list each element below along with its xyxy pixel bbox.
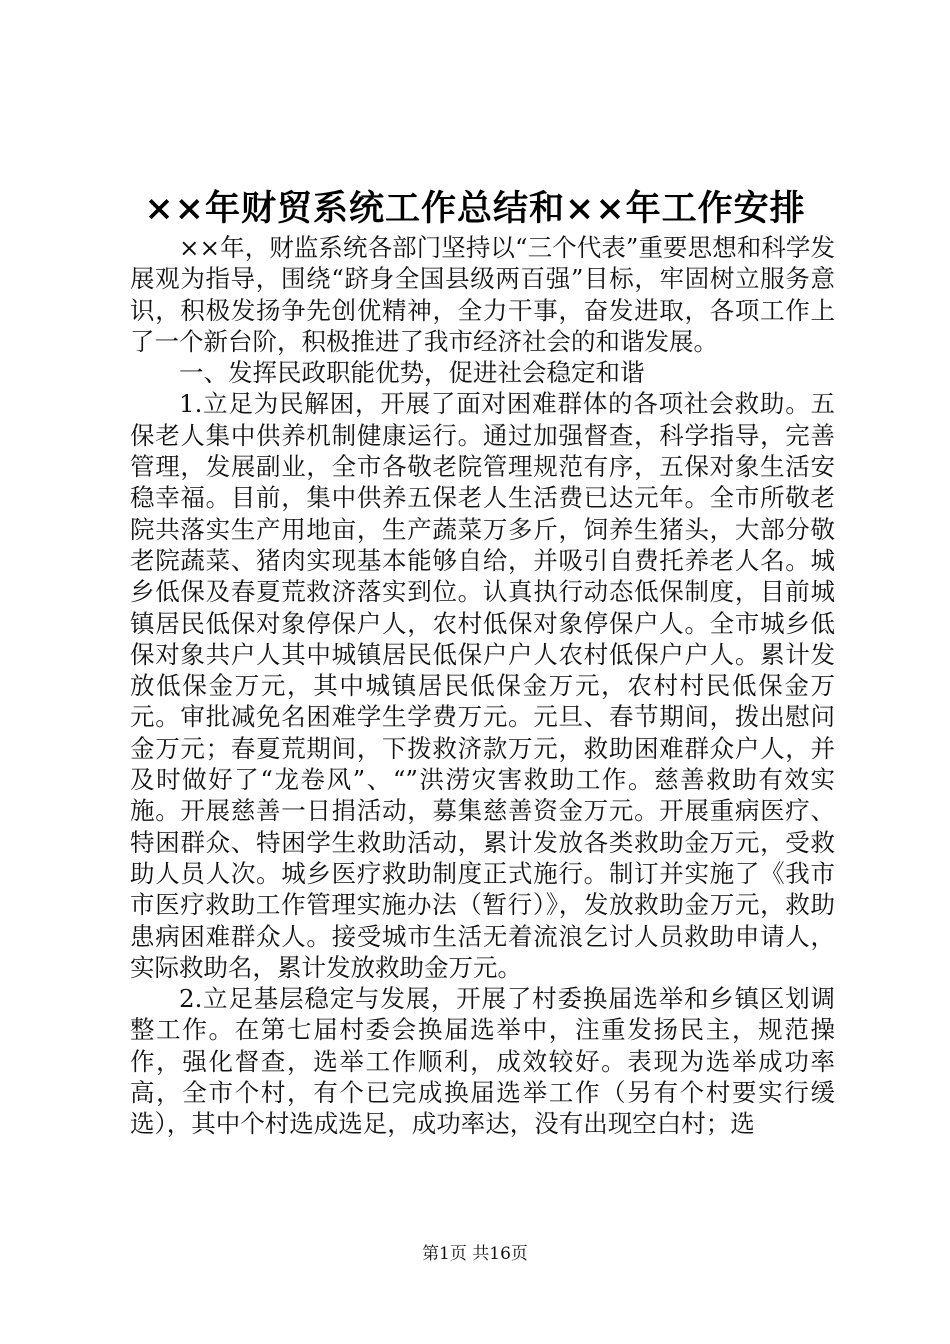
page-number-footer: 第1页 共16页 <box>422 1244 528 1264</box>
paragraph-item-1: 1.立足为民解困，开展了面对困难群体的各项社会救助。五保老人集中供养机制健康运行。通过加强督查，科学指导，完善管理，发展副业，全市各敬老院管理规范有序，五保对象生活安稳幸福。目前，集中供养五保老人生活费已达元年。全市所敬老院共落实生产用地亩，生产蔬菜万多斤，饲养生猪头，大部分敬老院蔬菜、猪肉实现基本能够自给，并吸引自费托养老人名。城乡低保及春夏荒救济落实到位。认真执行动态低保制度，目前城镇居民低保对象停保户人，农村低保对象停保户人。全市城乡低保对象共户人其中城镇居民低保户户人农村低保户户人。累计发放低保金万元，其中城镇居民低保金万元，农村村民低保金万元。审批减免名困难学生学费万元。元旦、春节期间，拨出慰问金万元；春夏荒期间，下拨救济款万元，救助困难群众户人，并及时做好了“龙卷风”、“”洪涝灾害救助工作。慈善救助有效实施。开展慈善一日捐活动，募集慈善资金万元。开展重病医疗、特困群众、特困学生救助活动，累计发放各类救助金万元，受救助人员人次。城乡医疗救助制度正式施行。制订并实施了《我市市医疗救助工作管理实施办法（暂行）》，发放救助金万元，救助患病困难群众人。接受城市生活无着流浪乞讨人员救助申请人，实际救助名，累计发放救助金万元。 <box>130 389 835 982</box>
document-body <box>130 232 835 1140</box>
paragraph-item-2: 2.立足基层稳定与发展，开展了村委换届选举和乡镇区划调整工作。在第七届村委会换届选举中，注重发扬民主，规范操作，强化督查，选举工作顺利，成效较好。表现为选举成功率高，全市个村，有个已完成换届选举工作（另有个村要实行缓选），其中个村选成选足，成功率达，没有出现空白村；选 <box>130 984 835 1139</box>
section-heading-1: 一、发挥民政职能优势，促进社会稳定和谐 <box>179 358 645 388</box>
document-title: ××年财贸系统工作总结和××年工作安排 <box>144 188 806 229</box>
paragraph-intro: ××年，财监系统各部门坚持以“三个代表”重要思想和科学发展观为指导，围绕“跻身全国县级两百强”目标，牢固树立服务意识，积极发扬争先创优精神，全力干事，奋发进取，各项工作上了一个新台阶，积极推进了我市经济社会的和谐发展。 <box>130 233 835 356</box>
